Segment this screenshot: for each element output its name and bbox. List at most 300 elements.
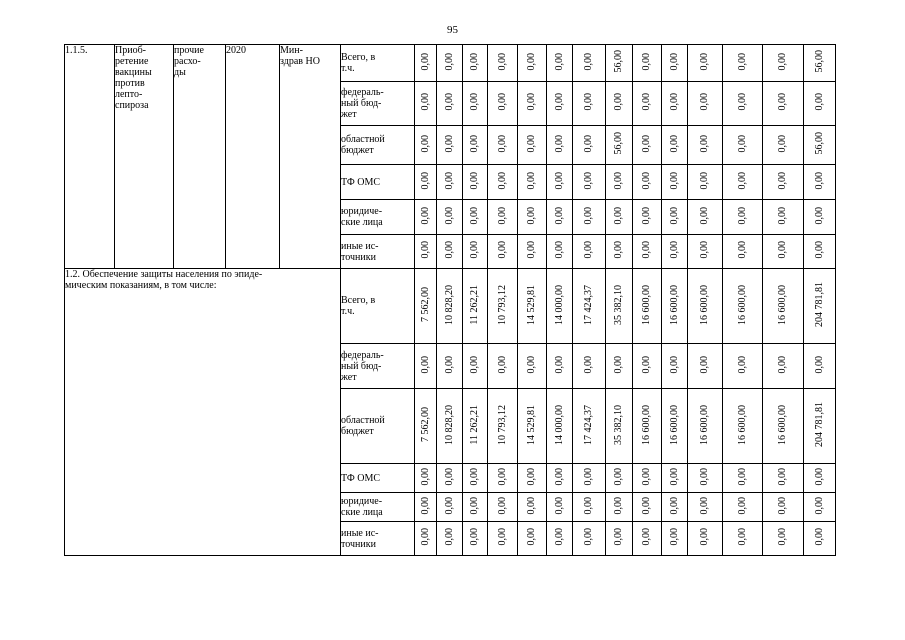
value-cell	[763, 269, 804, 344]
value-cell	[804, 344, 836, 389]
value-cell	[688, 493, 723, 522]
value-text: 10 828,20	[443, 404, 455, 445]
item-year-text: 2020	[226, 45, 246, 56]
value-cell	[463, 522, 488, 556]
value-cell	[606, 235, 633, 269]
value-text: 16 600,00	[736, 284, 748, 325]
value-cell	[662, 389, 688, 464]
value-text: 0,00	[496, 355, 508, 374]
value-cell	[415, 165, 437, 200]
value-text: 0,00	[641, 528, 652, 546]
value-text: 0,00	[469, 241, 480, 259]
table-row	[65, 45, 836, 82]
value-cell	[437, 269, 463, 344]
value-text: 0,00	[469, 355, 480, 374]
item-code-text: 1.1.5.	[65, 45, 88, 56]
value-cell	[662, 344, 688, 389]
value-text: 0,00	[699, 206, 710, 225]
value-cell	[463, 165, 488, 200]
value-cell	[723, 522, 763, 556]
value-cell	[688, 464, 723, 493]
value-text: 0,00	[553, 134, 565, 153]
value-cell	[573, 389, 606, 464]
value-text: 16 600,00	[641, 404, 652, 445]
value-cell	[723, 126, 763, 165]
value-text: 17 424,37	[583, 404, 594, 445]
value-text: 16 600,00	[777, 404, 788, 445]
value-text: 0,00	[526, 496, 537, 515]
value-text: 56,00	[813, 132, 825, 155]
value-cell	[437, 522, 463, 556]
funding-source-cell	[341, 344, 415, 389]
value-text: 0,00	[668, 93, 680, 111]
value-cell	[415, 464, 437, 493]
value-cell	[547, 389, 573, 464]
value-cell	[573, 269, 606, 344]
value-text: 0,00	[699, 241, 710, 259]
funding-source-label: областной бюджет	[341, 134, 385, 156]
section-title	[65, 269, 341, 556]
value-text: 0,00	[469, 134, 480, 153]
value-cell	[688, 344, 723, 389]
value-cell	[547, 82, 573, 126]
value-text: 0,00	[496, 467, 508, 486]
value-cell	[763, 235, 804, 269]
value-text: 0,00	[583, 241, 594, 259]
funding-source-label: федераль- ный бюд- жет	[341, 349, 384, 383]
value-text: 0,00	[583, 355, 594, 374]
value-cell	[606, 389, 633, 464]
value-cell	[488, 522, 518, 556]
value-cell	[688, 82, 723, 126]
value-text: 0,00	[813, 467, 825, 486]
value-text: 0,00	[419, 467, 431, 486]
value-text: 0,00	[496, 528, 508, 546]
value-cell	[723, 344, 763, 389]
value-text: 0,00	[613, 528, 624, 546]
value-cell	[518, 45, 547, 82]
value-text: 0,00	[613, 93, 624, 111]
value-text: 0,00	[583, 467, 594, 486]
value-cell	[723, 45, 763, 82]
value-cell	[606, 82, 633, 126]
value-text: 0,00	[443, 528, 455, 546]
value-text: 0,00	[736, 52, 748, 71]
value-cell	[415, 389, 437, 464]
value-cell	[518, 522, 547, 556]
value-cell	[463, 200, 488, 235]
value-cell	[518, 126, 547, 165]
value-cell	[633, 522, 662, 556]
value-text: 0,00	[553, 355, 565, 374]
value-text: 204 781,81	[813, 282, 825, 327]
funding-source-cell	[341, 389, 415, 464]
value-text: 0,00	[613, 241, 624, 259]
value-text: 0,00	[496, 206, 508, 225]
value-cell	[804, 522, 836, 556]
value-cell	[437, 45, 463, 82]
value-text: 0,00	[526, 467, 537, 486]
value-cell	[488, 165, 518, 200]
funding-source-cell	[341, 464, 415, 493]
funding-source-cell	[341, 493, 415, 522]
value-cell	[573, 165, 606, 200]
value-cell	[662, 269, 688, 344]
funding-source-cell	[341, 126, 415, 165]
funding-source-label: иные ис- точники	[341, 527, 379, 550]
value-cell	[763, 344, 804, 389]
value-text: 0,00	[443, 171, 455, 190]
value-cell	[415, 45, 437, 82]
value-cell	[633, 45, 662, 82]
section-title-text: 1.2. Обеспечение защиты населения по эпиде- мическим показаниям, в том числе:	[65, 269, 263, 291]
value-cell	[723, 235, 763, 269]
value-text: 35 382,10	[613, 404, 624, 445]
value-text: 0,00	[613, 355, 624, 374]
value-cell	[688, 235, 723, 269]
value-cell	[606, 464, 633, 493]
value-cell	[518, 493, 547, 522]
value-cell	[688, 389, 723, 464]
value-cell	[606, 45, 633, 82]
funding-source-label: Всего, в т.ч.	[341, 52, 376, 74]
value-cell	[415, 235, 437, 269]
value-cell	[662, 200, 688, 235]
value-text: 0,00	[469, 52, 480, 71]
funding-source-cell	[341, 165, 415, 200]
value-text: 0,00	[443, 355, 455, 374]
value-cell	[573, 45, 606, 82]
value-text: 0,00	[526, 52, 537, 71]
value-cell	[488, 126, 518, 165]
value-text: 0,00	[777, 467, 788, 486]
item-year	[226, 45, 280, 269]
funding-source-cell	[341, 200, 415, 235]
value-cell	[437, 200, 463, 235]
value-cell	[606, 493, 633, 522]
value-cell	[688, 45, 723, 82]
value-cell	[633, 269, 662, 344]
value-cell	[804, 269, 836, 344]
value-text: 16 600,00	[736, 404, 748, 445]
value-text: 0,00	[736, 206, 748, 225]
item-executor	[280, 45, 341, 269]
value-cell	[723, 82, 763, 126]
value-cell	[723, 464, 763, 493]
value-cell	[763, 126, 804, 165]
value-text: 17 424,37	[583, 284, 594, 325]
value-text: 16 600,00	[699, 404, 710, 445]
value-text: 0,00	[419, 171, 431, 190]
value-text: 14 529,81	[526, 284, 537, 325]
value-text: 0,00	[641, 206, 652, 225]
value-cell	[547, 126, 573, 165]
funding-source-label: иные ис- точники	[341, 240, 379, 263]
value-text: 0,00	[583, 93, 594, 111]
value-cell	[804, 45, 836, 82]
value-cell	[662, 82, 688, 126]
value-text: 7 562,00	[419, 407, 431, 442]
funding-source-label: областной бюджет	[341, 415, 385, 437]
value-text: 0,00	[469, 467, 480, 486]
value-text: 0,00	[553, 496, 565, 515]
value-text: 0,00	[419, 528, 431, 546]
value-text: 0,00	[699, 93, 710, 111]
funding-source-cell	[341, 235, 415, 269]
funding-source-label: федераль- ный бюд- жет	[341, 87, 384, 120]
funding-source-label: ТФ ОМС	[341, 472, 381, 484]
value-text: 0,00	[641, 171, 652, 190]
value-cell	[437, 493, 463, 522]
value-cell	[606, 269, 633, 344]
value-cell	[547, 344, 573, 389]
funding-source-cell	[341, 45, 415, 82]
value-text: 0,00	[496, 496, 508, 515]
value-text: 0,00	[553, 467, 565, 486]
value-text: 0,00	[699, 52, 710, 71]
item-name	[115, 45, 174, 269]
value-cell	[573, 82, 606, 126]
value-text: 0,00	[443, 93, 455, 111]
value-cell	[488, 82, 518, 126]
value-cell	[763, 45, 804, 82]
funding-source-label: ТФ ОМС	[341, 176, 381, 188]
value-text: 16 600,00	[699, 284, 710, 325]
value-text: 0,00	[699, 496, 710, 515]
value-text: 0,00	[469, 93, 480, 111]
value-cell	[547, 522, 573, 556]
item-executor-text: Мин- здрав НО	[280, 45, 320, 67]
value-text: 0,00	[699, 528, 710, 546]
value-cell	[518, 464, 547, 493]
value-text: 0,00	[813, 171, 825, 190]
value-text: 0,00	[777, 528, 788, 546]
value-text: 0,00	[641, 496, 652, 515]
funding-source-cell	[341, 269, 415, 344]
value-text: 0,00	[553, 241, 565, 259]
value-cell	[606, 165, 633, 200]
value-cell	[633, 165, 662, 200]
value-text: 0,00	[526, 171, 537, 190]
value-text: 0,00	[641, 241, 652, 259]
value-cell	[662, 464, 688, 493]
value-cell	[763, 165, 804, 200]
value-text: 0,00	[777, 171, 788, 190]
value-text: 16 600,00	[777, 284, 788, 325]
expense-type-text: прочие расхо- ды	[174, 45, 204, 78]
value-cell	[804, 235, 836, 269]
value-cell	[804, 200, 836, 235]
value-text: 0,00	[469, 206, 480, 225]
value-cell	[415, 493, 437, 522]
value-cell	[804, 126, 836, 165]
value-text: 0,00	[668, 134, 680, 153]
value-text: 0,00	[613, 467, 624, 486]
value-text: 11 262,21	[469, 404, 480, 445]
value-cell	[763, 389, 804, 464]
value-cell	[437, 344, 463, 389]
value-cell	[518, 235, 547, 269]
value-text: 0,00	[668, 467, 680, 486]
value-cell	[415, 126, 437, 165]
value-text: 0,00	[553, 528, 565, 546]
value-cell	[547, 464, 573, 493]
value-text: 0,00	[419, 134, 431, 153]
value-text: 0,00	[813, 528, 825, 546]
value-text: 0,00	[553, 206, 565, 225]
value-text: 0,00	[553, 171, 565, 190]
value-cell	[488, 344, 518, 389]
value-cell	[518, 389, 547, 464]
value-text: 0,00	[443, 206, 455, 225]
value-text: 0,00	[813, 241, 825, 259]
value-text: 0,00	[736, 241, 748, 259]
value-text: 0,00	[443, 496, 455, 515]
value-text: 0,00	[668, 496, 680, 515]
value-cell	[662, 493, 688, 522]
value-text: 56,00	[813, 50, 825, 73]
item-name-text: Приоб- ретение вакцины против лепто- спироза	[115, 45, 152, 111]
value-text: 0,00	[443, 467, 455, 486]
value-cell	[437, 389, 463, 464]
value-cell	[723, 493, 763, 522]
funding-source-cell	[341, 82, 415, 126]
value-text: 0,00	[419, 355, 431, 374]
value-cell	[488, 235, 518, 269]
item-code	[65, 45, 115, 269]
value-text: 0,00	[668, 355, 680, 374]
value-cell	[633, 82, 662, 126]
value-text: 14 000,00	[553, 404, 565, 445]
value-cell	[415, 200, 437, 235]
value-text: 0,00	[777, 52, 788, 71]
value-cell	[488, 269, 518, 344]
value-cell	[547, 235, 573, 269]
value-text: 0,00	[443, 52, 455, 71]
value-cell	[633, 200, 662, 235]
value-cell	[463, 464, 488, 493]
value-text: 0,00	[469, 171, 480, 190]
value-text: 0,00	[699, 355, 710, 374]
value-cell	[463, 82, 488, 126]
value-text: 0,00	[526, 355, 537, 374]
value-cell	[662, 165, 688, 200]
value-text: 0,00	[469, 496, 480, 515]
value-text: 0,00	[668, 52, 680, 71]
value-cell	[547, 493, 573, 522]
value-text: 0,00	[419, 206, 431, 225]
value-cell	[804, 82, 836, 126]
value-cell	[688, 200, 723, 235]
value-cell	[573, 235, 606, 269]
funding-source-label: юридиче- ские лица	[341, 496, 383, 518]
value-text: 0,00	[736, 467, 748, 486]
value-cell	[463, 126, 488, 165]
value-cell	[804, 464, 836, 493]
value-cell	[723, 165, 763, 200]
value-cell	[463, 493, 488, 522]
value-text: 0,00	[777, 206, 788, 225]
value-cell	[463, 45, 488, 82]
value-cell	[804, 493, 836, 522]
value-cell	[723, 389, 763, 464]
value-text: 0,00	[583, 134, 594, 153]
value-cell	[518, 82, 547, 126]
value-cell	[463, 389, 488, 464]
value-cell	[688, 126, 723, 165]
value-text: 0,00	[641, 355, 652, 374]
value-text: 14 000,00	[553, 284, 565, 325]
value-text: 0,00	[813, 206, 825, 225]
value-cell	[763, 493, 804, 522]
value-text: 0,00	[526, 134, 537, 153]
value-text: 16 600,00	[668, 284, 680, 325]
value-text: 0,00	[699, 171, 710, 190]
value-text: 0,00	[419, 496, 431, 515]
value-text: 0,00	[736, 171, 748, 190]
value-cell	[547, 200, 573, 235]
value-text: 0,00	[496, 134, 508, 153]
value-text: 0,00	[496, 93, 508, 111]
value-text: 0,00	[736, 528, 748, 546]
value-text: 0,00	[777, 355, 788, 374]
value-text: 0,00	[777, 134, 788, 153]
expense-type	[174, 45, 226, 269]
value-text: 11 262,21	[469, 284, 480, 325]
value-cell	[723, 200, 763, 235]
value-cell	[415, 522, 437, 556]
table-row	[65, 269, 836, 344]
value-text: 0,00	[813, 496, 825, 515]
value-text: 0,00	[668, 528, 680, 546]
value-cell	[488, 389, 518, 464]
value-cell	[662, 126, 688, 165]
value-text: 0,00	[583, 206, 594, 225]
value-text: 0,00	[583, 52, 594, 71]
value-text: 0,00	[526, 241, 537, 259]
value-text: 56,00	[613, 50, 624, 73]
value-cell	[488, 464, 518, 493]
value-text: 0,00	[583, 171, 594, 190]
value-cell	[662, 522, 688, 556]
value-text: 0,00	[553, 93, 565, 111]
value-cell	[573, 522, 606, 556]
value-cell	[488, 493, 518, 522]
value-cell	[415, 82, 437, 126]
value-text: 0,00	[736, 355, 748, 374]
value-cell	[688, 165, 723, 200]
value-cell	[633, 389, 662, 464]
value-text: 0,00	[583, 528, 594, 546]
funding-source-cell	[341, 522, 415, 556]
value-text: 0,00	[443, 241, 455, 259]
value-text: 0,00	[613, 206, 624, 225]
value-text: 0,00	[736, 93, 748, 111]
value-text: 0,00	[777, 496, 788, 515]
value-text: 0,00	[496, 171, 508, 190]
value-text: 0,00	[668, 206, 680, 225]
value-cell	[763, 200, 804, 235]
value-text: 10 828,20	[443, 284, 455, 325]
value-cell	[518, 269, 547, 344]
value-cell	[633, 493, 662, 522]
funding-source-label: юридиче- ские лица	[341, 206, 383, 228]
value-cell	[606, 200, 633, 235]
value-cell	[606, 522, 633, 556]
value-text: 0,00	[699, 467, 710, 486]
value-cell	[688, 522, 723, 556]
value-cell	[437, 235, 463, 269]
